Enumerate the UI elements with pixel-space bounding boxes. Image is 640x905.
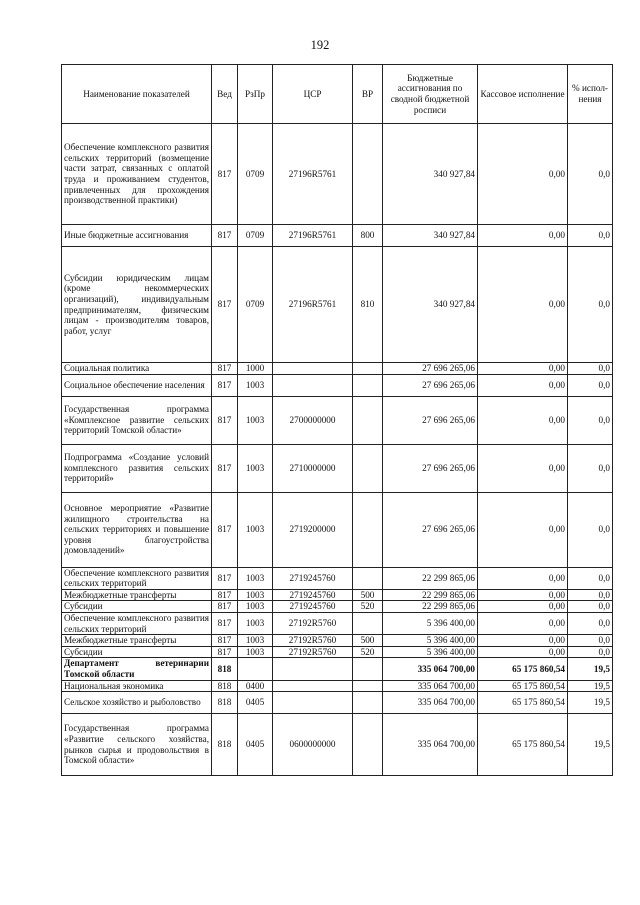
row-executed: 0,00 bbox=[478, 363, 568, 375]
table-row bbox=[62, 601, 613, 613]
row-vr bbox=[353, 363, 383, 375]
row-percent: 0,0 bbox=[568, 635, 613, 647]
row-csr: 2719200000 bbox=[273, 492, 353, 567]
row-name: Межбюджетные трансферты bbox=[62, 589, 212, 601]
header-csr: ЦСР bbox=[273, 65, 353, 124]
table-row bbox=[62, 567, 613, 589]
row-executed: 0,00 bbox=[478, 444, 568, 492]
row-percent: 19,5 bbox=[568, 692, 613, 714]
header-planned: Бюджетные ассигнования по сводной бюджетной росписи bbox=[383, 65, 478, 124]
row-planned: 27 696 265,06 bbox=[383, 492, 478, 567]
row-rzpr: 0709 bbox=[238, 247, 273, 363]
row-csr: 27192R5760 bbox=[273, 635, 353, 647]
row-rzpr: 0400 bbox=[238, 680, 273, 692]
header-name: Наименование показателей bbox=[62, 65, 212, 124]
row-vr: 500 bbox=[353, 635, 383, 647]
row-planned: 340 927,84 bbox=[383, 124, 478, 225]
row-rzpr: 1003 bbox=[238, 612, 273, 634]
row-executed: 0,00 bbox=[478, 124, 568, 225]
row-executed: 65 175 860,54 bbox=[478, 680, 568, 692]
row-vr bbox=[353, 396, 383, 444]
row-executed: 0,00 bbox=[478, 646, 568, 658]
row-percent: 19,5 bbox=[568, 658, 613, 680]
row-name: Субсидии юридическим лицам (кроме некоммерческих организаций), индивидуальным предпринимателям, физическим лицам - производителям товаров, работ, услуг bbox=[62, 247, 212, 363]
row-percent: 0,0 bbox=[568, 589, 613, 601]
table-row bbox=[62, 444, 613, 492]
row-rzpr: 1000 bbox=[238, 363, 273, 375]
row-name: Подпрограмма «Создание условий комплексного развития сельских территорий» bbox=[62, 444, 212, 492]
row-ved: 817 bbox=[212, 601, 238, 613]
row-name: Государственная программа «Развитие сельского хозяйства, рынков сырья и продовольствия в Томской области» bbox=[62, 714, 212, 776]
row-rzpr: 0709 bbox=[238, 124, 273, 225]
row-rzpr: 0405 bbox=[238, 692, 273, 714]
table-row bbox=[62, 612, 613, 634]
row-percent: 0,0 bbox=[568, 567, 613, 589]
row-executed: 0,00 bbox=[478, 589, 568, 601]
row-vr bbox=[353, 374, 383, 396]
row-executed: 0,00 bbox=[478, 374, 568, 396]
row-name: Социальное обеспечение населения bbox=[62, 374, 212, 396]
row-csr: 2710000000 bbox=[273, 444, 353, 492]
header-vr: ВР bbox=[353, 65, 383, 124]
table-row bbox=[62, 124, 613, 225]
table-row bbox=[62, 714, 613, 776]
row-executed: 0,00 bbox=[478, 247, 568, 363]
row-ved: 817 bbox=[212, 363, 238, 375]
table-row bbox=[62, 396, 613, 444]
row-executed: 0,00 bbox=[478, 635, 568, 647]
row-vr: 810 bbox=[353, 247, 383, 363]
table-row bbox=[62, 247, 613, 363]
row-planned: 22 299 865,06 bbox=[383, 567, 478, 589]
row-ved: 817 bbox=[212, 247, 238, 363]
row-vr bbox=[353, 680, 383, 692]
row-planned: 22 299 865,06 bbox=[383, 589, 478, 601]
row-percent: 0,0 bbox=[568, 363, 613, 375]
row-csr: 2719245760 bbox=[273, 589, 353, 601]
row-csr bbox=[273, 680, 353, 692]
row-ved: 817 bbox=[212, 492, 238, 567]
row-rzpr: 0709 bbox=[238, 225, 273, 247]
row-percent: 0,0 bbox=[568, 396, 613, 444]
row-csr bbox=[273, 363, 353, 375]
row-rzpr: 1003 bbox=[238, 567, 273, 589]
row-vr bbox=[353, 692, 383, 714]
row-planned: 27 696 265,06 bbox=[383, 444, 478, 492]
row-executed: 65 175 860,54 bbox=[478, 658, 568, 680]
row-name: Иные бюджетные ассигнования bbox=[62, 225, 212, 247]
row-ved: 818 bbox=[212, 692, 238, 714]
table-header-row bbox=[62, 65, 613, 124]
row-planned: 27 696 265,06 bbox=[383, 363, 478, 375]
row-rzpr: 1003 bbox=[238, 374, 273, 396]
row-percent: 19,5 bbox=[568, 714, 613, 776]
row-name: Государственная программа «Комплексное развитие сельских территорий Томской области» bbox=[62, 396, 212, 444]
row-executed: 65 175 860,54 bbox=[478, 692, 568, 714]
row-planned: 335 064 700,00 bbox=[383, 692, 478, 714]
row-name: Департамент ветеринарии Томской области bbox=[62, 658, 212, 680]
table-row bbox=[62, 225, 613, 247]
row-planned: 5 396 400,00 bbox=[383, 612, 478, 634]
table-row bbox=[62, 692, 613, 714]
row-planned: 22 299 865,06 bbox=[383, 601, 478, 613]
row-percent: 0,0 bbox=[568, 124, 613, 225]
row-rzpr bbox=[238, 658, 273, 680]
row-csr bbox=[273, 658, 353, 680]
row-csr: 2700000000 bbox=[273, 396, 353, 444]
row-name: Межбюджетные трансферты bbox=[62, 635, 212, 647]
row-csr: 0600000000 bbox=[273, 714, 353, 776]
row-rzpr: 0405 bbox=[238, 714, 273, 776]
row-vr: 520 bbox=[353, 646, 383, 658]
row-executed: 0,00 bbox=[478, 601, 568, 613]
row-vr: 520 bbox=[353, 601, 383, 613]
row-planned: 27 696 265,06 bbox=[383, 374, 478, 396]
row-ved: 817 bbox=[212, 124, 238, 225]
row-rzpr: 1003 bbox=[238, 492, 273, 567]
row-vr: 500 bbox=[353, 589, 383, 601]
row-planned: 340 927,84 bbox=[383, 225, 478, 247]
row-ved: 818 bbox=[212, 714, 238, 776]
row-vr bbox=[353, 714, 383, 776]
row-name: Обеспечение комплексного развития сельских территорий (возмещение части затрат, связанных с оплатой труда и проживанием студентов, привлеченных для прохождения производственной практики) bbox=[62, 124, 212, 225]
row-percent: 0,0 bbox=[568, 374, 613, 396]
row-csr: 27192R5760 bbox=[273, 646, 353, 658]
row-ved: 817 bbox=[212, 646, 238, 658]
row-csr: 27196R5761 bbox=[273, 247, 353, 363]
row-executed: 0,00 bbox=[478, 612, 568, 634]
row-ved: 817 bbox=[212, 635, 238, 647]
row-percent: 0,0 bbox=[568, 247, 613, 363]
row-csr bbox=[273, 374, 353, 396]
table-row bbox=[62, 492, 613, 567]
row-vr bbox=[353, 612, 383, 634]
row-name: Субсидии bbox=[62, 646, 212, 658]
row-rzpr: 1003 bbox=[238, 589, 273, 601]
row-ved: 818 bbox=[212, 658, 238, 680]
row-vr bbox=[353, 444, 383, 492]
row-executed: 0,00 bbox=[478, 396, 568, 444]
row-name: Национальная экономика bbox=[62, 680, 212, 692]
table-row bbox=[62, 646, 613, 658]
row-name: Обеспечение комплексного развития сельских территорий bbox=[62, 612, 212, 634]
table-row bbox=[62, 658, 613, 680]
row-vr: 800 bbox=[353, 225, 383, 247]
row-planned: 335 064 700,00 bbox=[383, 658, 478, 680]
row-executed: 0,00 bbox=[478, 567, 568, 589]
row-name: Сельское хозяйство и рыболовство bbox=[62, 692, 212, 714]
row-csr: 27196R5761 bbox=[273, 225, 353, 247]
row-name: Субсидии bbox=[62, 601, 212, 613]
row-percent: 0,0 bbox=[568, 612, 613, 634]
header-executed: Кассовое исполнение bbox=[478, 65, 568, 124]
row-executed: 0,00 bbox=[478, 225, 568, 247]
row-csr bbox=[273, 692, 353, 714]
row-percent: 19,5 bbox=[568, 680, 613, 692]
row-ved: 817 bbox=[212, 612, 238, 634]
page-number: 192 bbox=[310, 38, 330, 52]
row-vr bbox=[353, 658, 383, 680]
table-row bbox=[62, 589, 613, 601]
table-row bbox=[62, 680, 613, 692]
table-row bbox=[62, 374, 613, 396]
row-rzpr: 1003 bbox=[238, 396, 273, 444]
row-percent: 0,0 bbox=[568, 601, 613, 613]
row-rzpr: 1003 bbox=[238, 444, 273, 492]
row-percent: 0,0 bbox=[568, 646, 613, 658]
row-ved: 817 bbox=[212, 567, 238, 589]
row-executed: 0,00 bbox=[478, 492, 568, 567]
header-rzpr: РзПр bbox=[238, 65, 273, 124]
row-csr: 27192R5760 bbox=[273, 612, 353, 634]
row-ved: 817 bbox=[212, 374, 238, 396]
row-percent: 0,0 bbox=[568, 225, 613, 247]
row-planned: 335 064 700,00 bbox=[383, 714, 478, 776]
row-name: Обеспечение комплексного развития сельских территорий bbox=[62, 567, 212, 589]
row-planned: 335 064 700,00 bbox=[383, 680, 478, 692]
row-ved: 817 bbox=[212, 396, 238, 444]
row-vr bbox=[353, 492, 383, 567]
row-name: Социальная политика bbox=[62, 363, 212, 375]
row-vr bbox=[353, 124, 383, 225]
row-rzpr: 1003 bbox=[238, 635, 273, 647]
row-name: Основное мероприятие «Развитие жилищного строительства на сельских территориях и повышение уровня благоустройства домовладений» bbox=[62, 492, 212, 567]
row-ved: 817 bbox=[212, 225, 238, 247]
row-percent: 0,0 bbox=[568, 492, 613, 567]
row-percent: 0,0 bbox=[568, 444, 613, 492]
row-planned: 340 927,84 bbox=[383, 247, 478, 363]
row-planned: 5 396 400,00 bbox=[383, 646, 478, 658]
row-rzpr: 1003 bbox=[238, 646, 273, 658]
row-csr: 2719245760 bbox=[273, 601, 353, 613]
row-rzpr: 1003 bbox=[238, 601, 273, 613]
header-ved: Вед bbox=[212, 65, 238, 124]
row-planned: 5 396 400,00 bbox=[383, 635, 478, 647]
header-percent: % испол-нения bbox=[568, 65, 613, 124]
row-ved: 817 bbox=[212, 589, 238, 601]
row-ved: 817 bbox=[212, 444, 238, 492]
row-csr: 27196R5761 bbox=[273, 124, 353, 225]
row-vr bbox=[353, 567, 383, 589]
row-executed: 65 175 860,54 bbox=[478, 714, 568, 776]
budget-execution-table bbox=[61, 64, 613, 776]
row-ved: 818 bbox=[212, 680, 238, 692]
table-row bbox=[62, 363, 613, 375]
row-planned: 27 696 265,06 bbox=[383, 396, 478, 444]
row-csr: 2719245760 bbox=[273, 567, 353, 589]
table-row bbox=[62, 635, 613, 647]
